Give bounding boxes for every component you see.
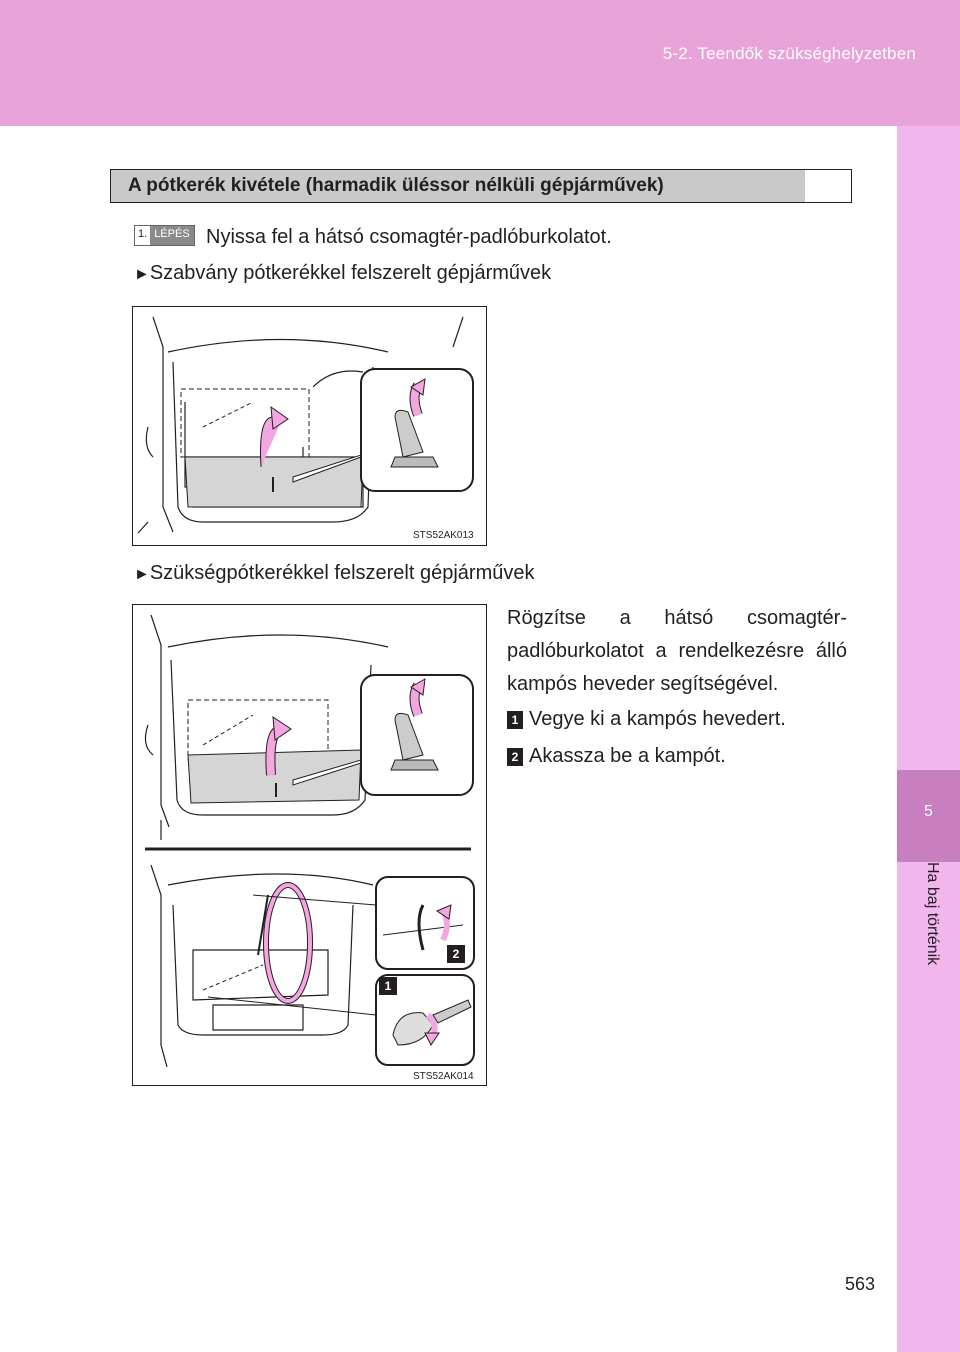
step-number: 1. xyxy=(135,226,150,245)
step-badge xyxy=(134,226,195,246)
figure-code: STS52AK014 xyxy=(413,1071,474,1082)
callout-2-badge: 2 xyxy=(447,945,465,963)
item-text: Akassza be a kampót. xyxy=(529,745,726,767)
section-heading xyxy=(110,169,852,203)
bullet-standard-text: Szabvány pótkerékkel felszerelt gépjárművek xyxy=(149,262,552,284)
section-title: 5-2. Teendők szükséghelyzetben xyxy=(662,44,916,63)
step1-text: Nyissa fel a hátsó csomagtér-padlóburkolatot. xyxy=(206,226,612,248)
chapter-side-strip xyxy=(897,126,960,1352)
bullet-temporary xyxy=(134,562,534,585)
list-item xyxy=(507,708,786,731)
step-word: LÉPÉS xyxy=(150,226,193,245)
item-number-badge: 1 xyxy=(507,711,523,729)
page-number: 563 xyxy=(845,1274,876,1294)
callout-1-badge: 1 xyxy=(379,977,397,995)
item-number-badge: 2 xyxy=(507,748,523,766)
bullet-standard xyxy=(134,262,551,285)
figure-code: STS52AK013 xyxy=(413,530,474,541)
figure-standard-spare xyxy=(132,306,487,546)
trunk-illustration-2 xyxy=(133,605,486,1085)
bullet-arrow-icon: ► xyxy=(134,566,150,583)
chapter-label: Ha baj történik xyxy=(924,862,941,966)
heading-text: A pótkerék kivétele (harmadik üléssor nélküli gépjárművek) xyxy=(128,175,664,196)
trunk-illustration-1 xyxy=(133,307,486,545)
chapter-number: 5 xyxy=(924,803,933,820)
bullet-arrow-icon: ► xyxy=(134,266,150,283)
description-text: Rögzítse a hátsó csomagtér-padlóburkolatot a rendelkezésre álló kampós heveder segítségével. xyxy=(507,607,847,695)
figure-temporary-spare xyxy=(132,604,487,1086)
chapter-label-wrap xyxy=(897,862,960,1022)
list-item xyxy=(507,745,726,768)
bullet-temporary-text: Szükségpótkerékkel felszerelt gépjárművek xyxy=(149,562,535,584)
item-text: Vegye ki a kampós hevedert. xyxy=(529,708,786,730)
